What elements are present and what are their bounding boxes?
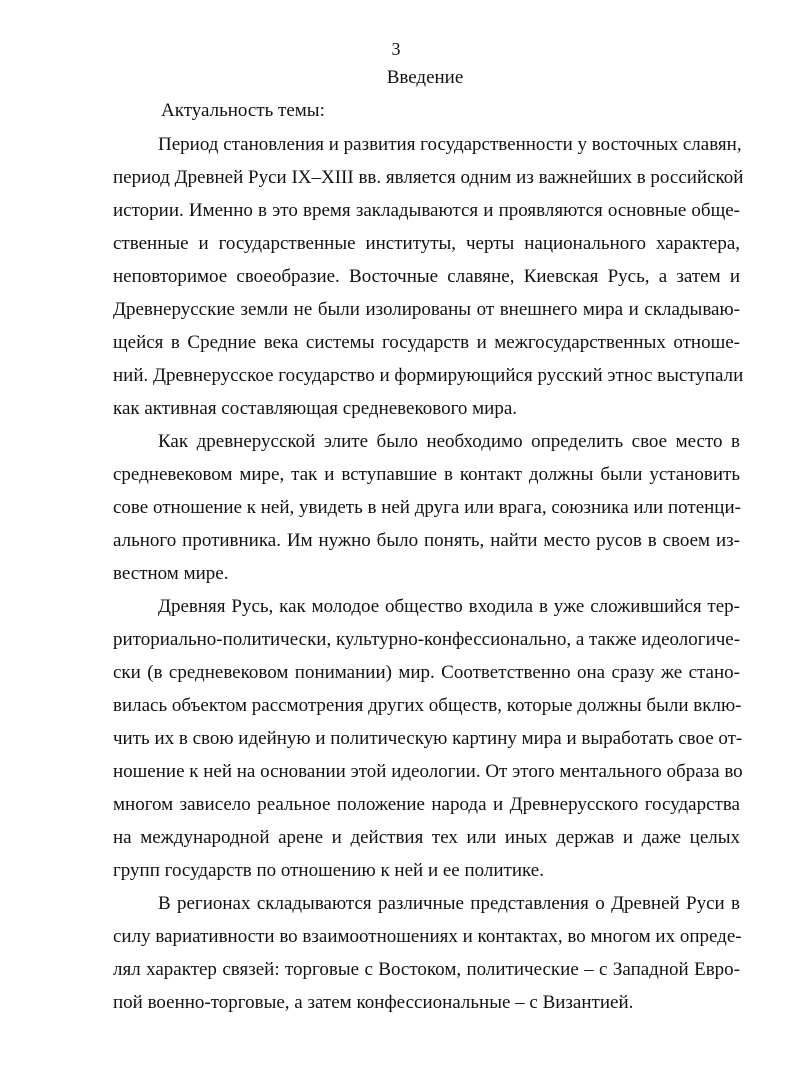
text-line: щейся в Средние века системы государств и межгосударственных отноше- (113, 332, 740, 353)
text-line: лял характер связей: торговые с Востоком, политические – с Западной Евро- (113, 959, 740, 980)
text-line: Древнерусские земли не были изолированы от внешнего мира и складываю- (113, 299, 740, 320)
text-line: ального противника. Им нужно было понять, найти место русов в своем из- (113, 530, 740, 551)
text-line: истории. Именно в это время закладываются и проявляются основные обще- (113, 200, 740, 221)
text-line: вилась объектом рассмотрения других обществ, которые должны были вклю- (113, 695, 742, 716)
page-number: 3 (391, 39, 401, 59)
text-line: пой военно-торговые, а затем конфессиональные – с Византией. (113, 992, 634, 1013)
text-line: Период становления и развития государственности у восточных славян, (158, 134, 742, 155)
text-line: ственные и государственные институты, черты национального характера, (113, 233, 740, 254)
text-line: многом зависело реальное положение народа и Древнерусского государства (113, 794, 740, 815)
text-line: Как древнерусской элите было необходимо определить свое место в (158, 431, 740, 452)
text-line: как активная составляющая средневекового мира. (113, 398, 518, 419)
topic-subheading: Актуальность темы: (161, 100, 325, 121)
text-line: сове отношение к ней, увидеть в ней друга или врага, союзника или потенци- (113, 497, 741, 518)
text-line: групп государств по отношению к ней и ее политике. (113, 860, 544, 881)
text-line: Древняя Русь, как молодое общество входила в уже сложившийся тер- (158, 596, 740, 617)
section-heading: Введение (386, 67, 464, 88)
text-line: силу вариативности во взаимоотношениях и контактах, во многом их опреде- (113, 926, 742, 947)
text-line: средневековом мире, так и вступавшие в контакт должны были установить (113, 464, 740, 485)
text-line: вестном мире. (113, 563, 229, 584)
text-line: В регионах складываются различные представления о Древней Руси в (158, 893, 740, 914)
text-line: ний. Древнерусское государство и формирующийся русский этнос выступали (113, 365, 744, 386)
text-line: ски (в средневековом понимании) мир. Соответственно она сразу же стано- (113, 662, 740, 683)
text-line: ношение к ней на основании этой идеологии. От этого ментального образа во (113, 761, 743, 782)
text-line: период Древней Руси IX–XIII вв. является одним из важнейших в российской (113, 167, 744, 188)
text-line: чить их в свою идейную и политическую картину мира и выработать свое от- (113, 728, 743, 749)
text-line: неповторимое своеобразие. Восточные славяне, Киевская Русь, а затем и (113, 266, 740, 287)
text-line: риториально-политически, культурно-конфессионально, а также идеологиче- (113, 629, 741, 650)
text-line: на международной арене и действия тех или иных держав и даже целых (113, 827, 740, 848)
